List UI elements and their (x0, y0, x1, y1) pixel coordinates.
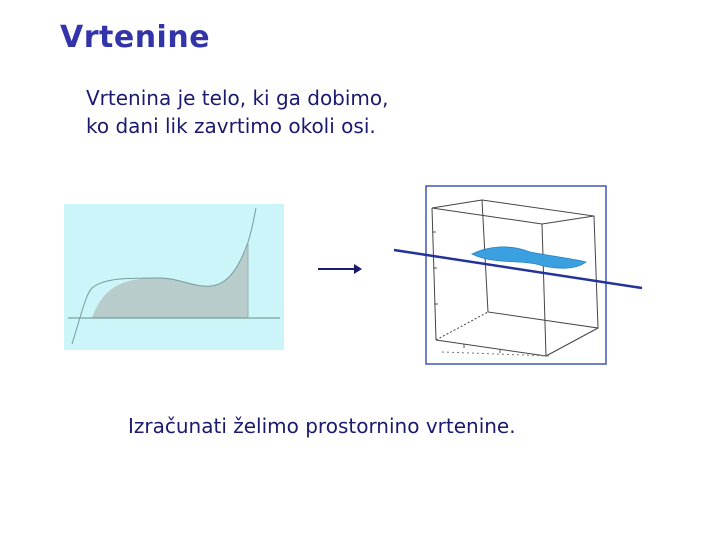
definition-line-2: ko dani lik zavrtimo okoli osi. (86, 114, 376, 138)
rotation-solid-figure (380, 180, 650, 370)
plot-background (64, 204, 284, 350)
definition-line-1: Vrtenina je telo, ki ga dobimo, (86, 86, 389, 110)
conclusion-text: Izračunati želimo prostornino vrtenine. (128, 414, 516, 438)
definition-text (86, 84, 389, 140)
planar-region-figure (64, 204, 284, 350)
figure-frame (426, 186, 606, 364)
arrow-icon (316, 262, 362, 276)
slide-title: Vrtenine (60, 20, 211, 55)
